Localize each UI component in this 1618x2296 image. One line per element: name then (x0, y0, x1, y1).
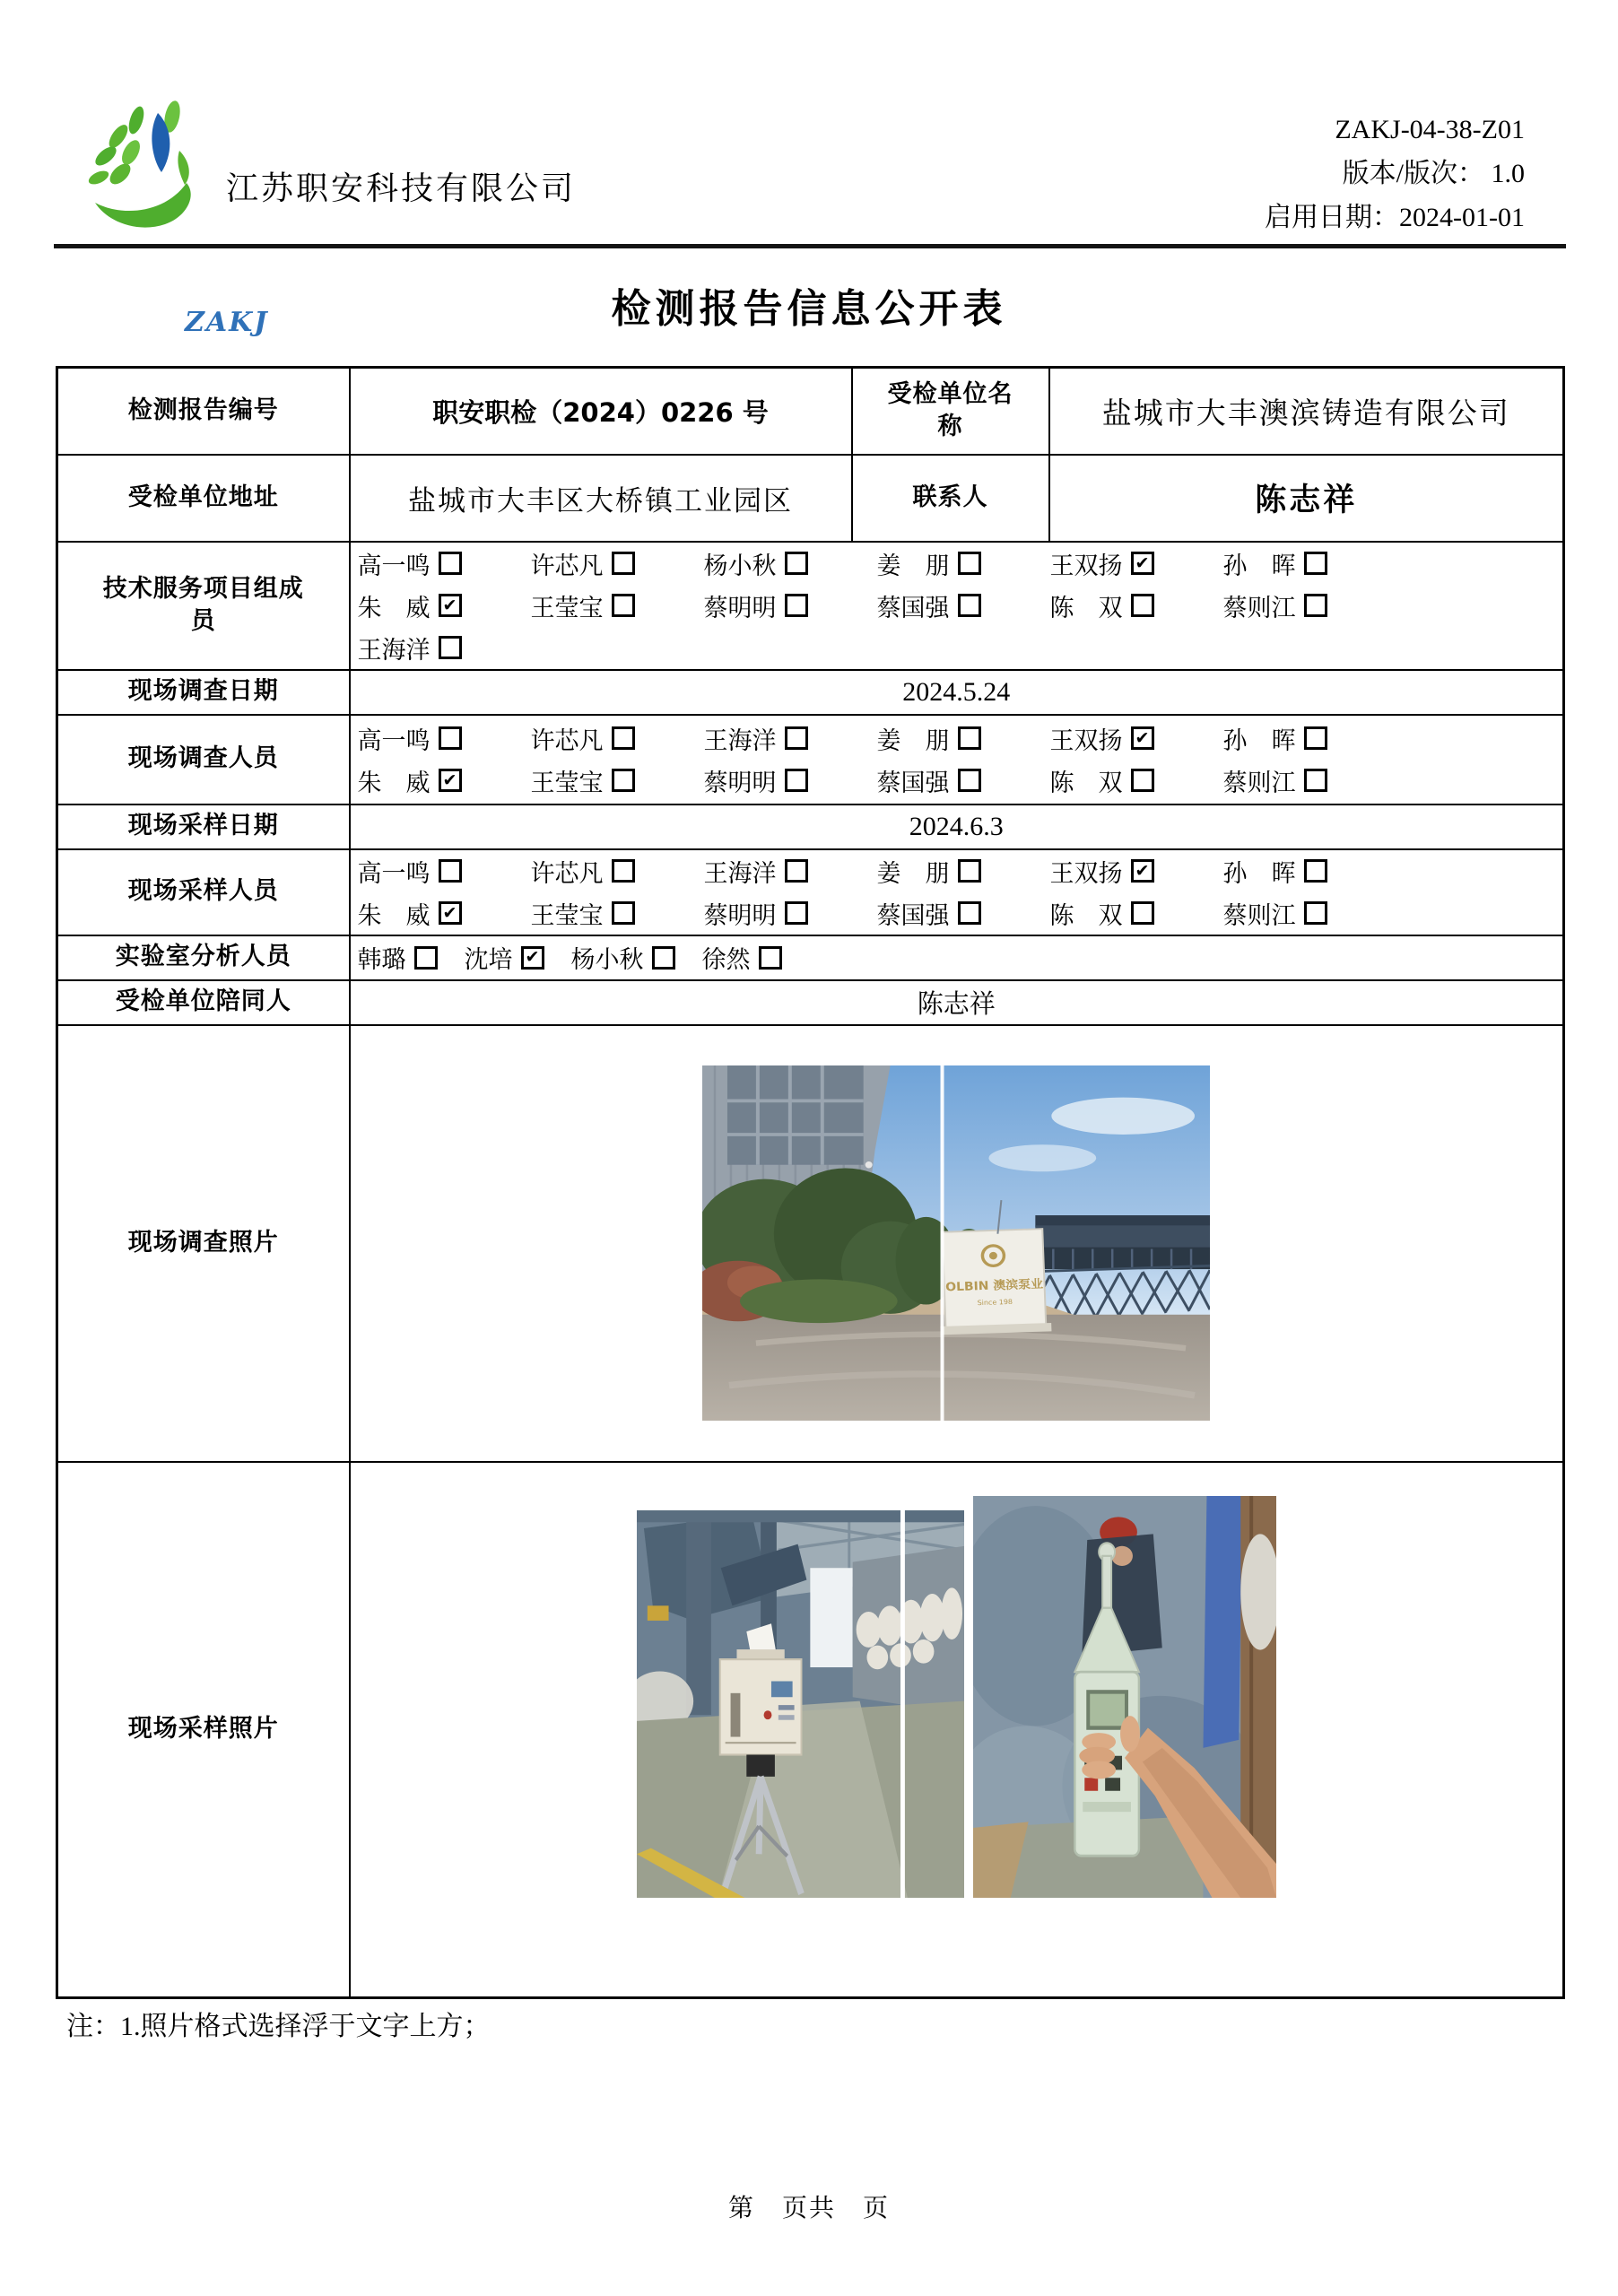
header-divider (54, 244, 1566, 248)
unit-name-value: 盐城市大丰澳滨铸造有限公司 (1049, 368, 1564, 455)
member-name: 许芯凡 (530, 859, 604, 887)
checkbox-unchecked (1304, 901, 1327, 925)
survey-staff-members (350, 715, 1564, 804)
checkbox-unchecked (1304, 726, 1327, 750)
member-name: 王莹宝 (530, 594, 604, 622)
member-item (531, 763, 704, 798)
sign-brand-text: OLBIN 澳滨泵业 (945, 1277, 1044, 1295)
column (686, 1510, 711, 1715)
survey-photo-cell (350, 1025, 1564, 1462)
member-item (1050, 588, 1223, 623)
checkbox-checked: ✔ (1131, 726, 1154, 750)
checkbox-unchecked (612, 859, 635, 883)
doc-code: ZAKJ-04-38-Z01 (1335, 115, 1525, 144)
checkbox-unchecked (785, 726, 808, 750)
member-line (358, 718, 1556, 760)
lab-staff-label: 实验室分析人员 (57, 935, 350, 980)
member-item (877, 854, 1050, 889)
member-name: 王海洋 (703, 726, 777, 754)
contact-label: 联系人 (852, 455, 1049, 542)
checkbox-checked: ✔ (439, 594, 462, 617)
page-number-line: 第 页共 页 (727, 2195, 890, 2222)
member-name: 姜 朋 (876, 726, 950, 754)
checkbox-unchecked (439, 636, 462, 659)
yellow-sign (648, 1606, 669, 1622)
checkbox-checked: ✔ (1131, 859, 1154, 883)
checkbox-unchecked (1304, 552, 1327, 575)
member-name: 蔡则江 (1222, 901, 1296, 929)
member-name: 蔡国强 (876, 901, 950, 929)
member-name: 朱 威 (357, 769, 431, 796)
survey-photo-factory-entrance (702, 1065, 1210, 1421)
sampling-date-value: 2024.6.3 (350, 804, 1564, 849)
member-name: 孙 晖 (1222, 859, 1296, 887)
member-item (704, 896, 877, 931)
table-row (57, 368, 1564, 455)
checkbox-unchecked (785, 594, 808, 617)
photo-seam (941, 1065, 944, 1421)
sampling-staff-members (350, 849, 1564, 935)
checkbox-unchecked (439, 726, 462, 750)
member-item (1223, 588, 1396, 623)
accompany-label: 受检单位陪同人 (57, 980, 350, 1025)
member-item (531, 896, 704, 931)
member-item (358, 854, 531, 889)
checkbox-unchecked (785, 859, 808, 883)
member-name: 朱 威 (357, 594, 431, 622)
member-name: 高一鸣 (357, 552, 431, 579)
member-item (358, 546, 531, 581)
member-name: 许芯凡 (530, 726, 604, 754)
table-row (57, 542, 1564, 670)
member-name: 朱 威 (357, 901, 431, 929)
doc-start-date: 启用日期：2024-01-01 (1265, 203, 1525, 232)
thumb (1120, 1716, 1140, 1752)
checkbox-unchecked (612, 769, 635, 792)
checkbox-unchecked (1131, 769, 1154, 792)
unit-name-label: 受检单位名称 (852, 368, 1049, 455)
member-name: 徐然 (701, 946, 751, 973)
member-name: 王海洋 (703, 859, 777, 887)
checkbox-unchecked (1304, 859, 1327, 883)
member-name: 蔡国强 (876, 594, 950, 622)
finger (1082, 1761, 1116, 1779)
survey-date-label: 现场调查日期 (57, 670, 350, 715)
meter-red-button (1084, 1779, 1098, 1791)
member-item (704, 588, 877, 623)
member-item (531, 546, 704, 581)
table-row (57, 670, 1564, 715)
cloud (989, 1144, 1097, 1171)
member-item (877, 896, 1050, 931)
checkbox-unchecked (414, 946, 438, 970)
member-item (358, 721, 531, 756)
member-name: 陈 双 (1049, 769, 1123, 796)
checkbox-unchecked (1304, 594, 1327, 617)
table-row (57, 455, 1564, 542)
checkbox-checked: ✔ (439, 901, 462, 925)
member-item (358, 763, 531, 798)
member-name: 王双扬 (1049, 552, 1123, 579)
microphone-rod (1102, 1556, 1111, 1608)
sampling-photo-dust-sampler (637, 1510, 964, 1898)
checkbox-unchecked (1131, 594, 1154, 617)
member-name: 王双扬 (1049, 859, 1123, 887)
report-no-label: 检测报告编号 (57, 368, 350, 455)
switch (779, 1715, 795, 1720)
sampling-photo-cell (350, 1462, 1564, 1998)
checkbox-unchecked (612, 901, 635, 925)
member-name: 高一鸣 (357, 859, 431, 887)
cloud (1052, 1098, 1196, 1135)
member-name: 沈培 (464, 946, 513, 973)
member-item (531, 854, 704, 889)
sampler-screen (771, 1682, 793, 1698)
team-members (350, 542, 1564, 670)
switch (779, 1705, 795, 1710)
checkbox-checked: ✔ (1131, 552, 1154, 575)
footnote: 注：1.照片格式选择浮于文字上方； (66, 2012, 491, 2041)
meter-button (1105, 1779, 1120, 1791)
checkbox-unchecked (612, 594, 635, 617)
bush (740, 1279, 898, 1323)
doc-version: 版本/版次： 1.0 (1342, 159, 1525, 188)
member-item (702, 940, 782, 975)
member-item (1050, 896, 1223, 931)
member-name: 蔡则江 (1222, 594, 1296, 622)
unit-address-label: 受检单位地址 (57, 455, 350, 542)
member-item (704, 854, 877, 889)
table-row (57, 1462, 1564, 1998)
checkbox-unchecked (958, 769, 981, 792)
member-item (704, 546, 877, 581)
table-row (57, 804, 1564, 849)
sampling-photo-label: 现场采样照片 (57, 1462, 350, 1998)
logo-graphic (79, 97, 236, 240)
checkbox-unchecked (1304, 769, 1327, 792)
member-name: 陈 双 (1049, 594, 1123, 622)
checkbox-unchecked (958, 726, 981, 750)
checkbox-unchecked (785, 769, 808, 792)
checkbox-unchecked (958, 859, 981, 883)
member-item (358, 631, 531, 665)
member-name: 杨小秋 (703, 552, 777, 579)
logo-zakj-text: ZAKJ (185, 307, 269, 338)
checkbox-unchecked (759, 946, 782, 970)
sign-since-text: Since 198 (977, 1298, 1013, 1308)
lab-staff-members (350, 935, 1564, 980)
company-name: 江苏职安科技有限公司 (226, 170, 577, 206)
member-item (704, 763, 877, 798)
member-name: 姜 朋 (876, 859, 950, 887)
meter-label-strip (1083, 1802, 1131, 1812)
checkbox-unchecked (612, 552, 635, 575)
member-line (358, 627, 1556, 669)
member-line (358, 850, 1556, 892)
member-item (358, 940, 438, 975)
building-window-panel (727, 1065, 864, 1165)
document-meta (1265, 108, 1525, 239)
checkbox-unchecked (785, 901, 808, 925)
member-item (1223, 896, 1396, 931)
checkbox-unchecked (785, 552, 808, 575)
page-title: 检测报告信息公开表 (611, 286, 1007, 332)
member-item (1223, 854, 1396, 889)
member-name: 蔡国强 (876, 769, 950, 796)
member-item (1223, 763, 1396, 798)
table-row (57, 1025, 1564, 1462)
member-item (1050, 854, 1223, 889)
member-item (704, 721, 877, 756)
accompany-value: 陈志祥 (350, 980, 1564, 1025)
survey-photo-label: 现场调查照片 (57, 1025, 350, 1462)
member-line (358, 760, 1556, 802)
member-item (877, 546, 1050, 581)
sampling-photo-wrap (358, 1496, 1556, 1962)
member-item (1223, 546, 1396, 581)
team-label: 技术服务项目组成员 (57, 542, 350, 670)
wall-lamp (866, 1161, 873, 1169)
member-name: 王莹宝 (530, 901, 604, 929)
member-item (1050, 546, 1223, 581)
table-row (57, 935, 1564, 980)
member-name: 蔡明明 (703, 594, 777, 622)
blue-tarp (1203, 1496, 1242, 1748)
bright-doorway (810, 1568, 852, 1667)
checkbox-checked: ✔ (521, 946, 544, 970)
overhead-beam (637, 1510, 964, 1522)
member-name: 蔡明明 (703, 769, 777, 796)
checkbox-unchecked (439, 552, 462, 575)
checkbox-unchecked (1131, 901, 1154, 925)
checkbox-unchecked (652, 946, 675, 970)
member-name: 许芯凡 (530, 552, 604, 579)
survey-staff-label: 现场调查人员 (57, 715, 350, 804)
checkbox-unchecked (439, 859, 462, 883)
member-item (877, 763, 1050, 798)
checkbox-checked: ✔ (439, 769, 462, 792)
member-name: 姜 朋 (876, 552, 950, 579)
member-name: 韩璐 (357, 946, 406, 973)
info-table (56, 366, 1565, 1999)
survey-date-value: 2024.5.24 (350, 670, 1564, 715)
contact-value: 陈志祥 (1049, 455, 1564, 542)
member-item (358, 588, 531, 623)
member-line (358, 936, 1556, 978)
member-item (571, 940, 675, 975)
right-building-roof (1036, 1215, 1211, 1227)
report-no-value: 职安职检（2024）0226 号 (350, 368, 852, 455)
member-name: 孙 晖 (1222, 552, 1296, 579)
sampling-date-label: 现场采样日期 (57, 804, 350, 849)
member-item (1050, 763, 1223, 798)
member-line (358, 892, 1556, 935)
member-item (465, 940, 544, 975)
checkbox-unchecked (958, 901, 981, 925)
member-item (358, 896, 531, 931)
red-button (763, 1710, 771, 1719)
sampling-photo-sound-meter (973, 1496, 1276, 1898)
tripod-mount (746, 1755, 775, 1777)
member-item (877, 588, 1050, 623)
member-item (1223, 721, 1396, 756)
member-item (1050, 721, 1223, 756)
unit-address-value: 盐城市大丰区大桥镇工业园区 (350, 455, 852, 542)
member-name: 蔡明明 (703, 901, 777, 929)
member-name: 陈 双 (1049, 901, 1123, 929)
member-item (531, 721, 704, 756)
table-row (57, 980, 1564, 1025)
company-sign (937, 1229, 1052, 1335)
member-line (358, 543, 1556, 585)
survey-photo-wrap (358, 1065, 1556, 1421)
member-line (358, 585, 1556, 627)
member-item (531, 588, 704, 623)
member-name: 杨小秋 (570, 946, 644, 973)
company-logo (79, 97, 269, 338)
lcd-screen (1090, 1694, 1125, 1726)
sampler-slot (730, 1693, 740, 1737)
table-row (57, 849, 1564, 935)
member-name: 王双扬 (1049, 726, 1123, 754)
member-name: 蔡则江 (1222, 769, 1296, 796)
member-name: 王莹宝 (530, 769, 604, 796)
member-name: 孙 晖 (1222, 726, 1296, 754)
checkbox-unchecked (612, 726, 635, 750)
checkbox-unchecked (958, 594, 981, 617)
member-name: 高一鸣 (357, 726, 431, 754)
checkbox-unchecked (958, 552, 981, 575)
member-name: 王海洋 (357, 636, 431, 664)
member-item (877, 721, 1050, 756)
table-row (57, 715, 1564, 804)
photo-seam (900, 1510, 905, 1898)
sampling-staff-label: 现场采样人员 (57, 849, 350, 935)
